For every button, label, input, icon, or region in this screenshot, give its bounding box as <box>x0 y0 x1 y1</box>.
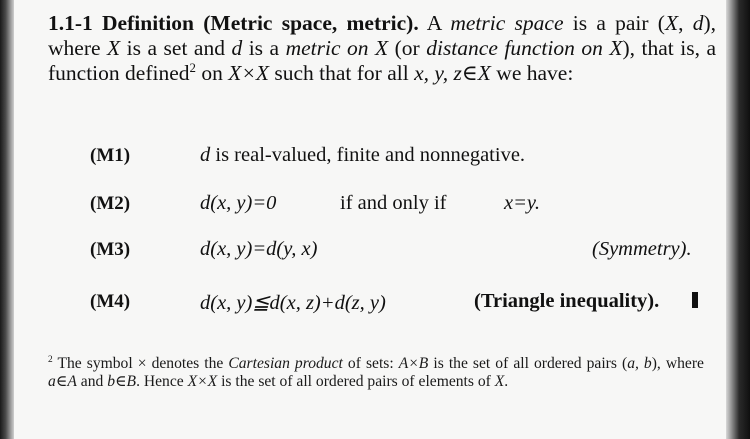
axiom-name-m3: (Symmetry). <box>592 238 692 260</box>
footnote: $^2$ The symbol × denotes the Cartesian product of sets: A×B is the set of all ordered pairs (a, b), where a∈A and b∈B. Hence X×X is the set of all ordered pairs of elements of X. <box>48 354 704 391</box>
term-distance-function: distance function on <box>426 36 603 61</box>
book-page <box>14 0 726 439</box>
axiom-result-m2: x=y. <box>504 192 541 214</box>
axiom-formula-m4: d(x, y)≦d(x, z)+d(z, y) <box>200 292 386 314</box>
axiom-condition-m2: if and only if <box>340 192 447 214</box>
term-cartesian-product: Cartesian product <box>228 355 343 372</box>
footnote-marker: 2 <box>48 354 53 365</box>
axiom-label-m1: (M1) <box>90 145 131 166</box>
axiom-formula-m2: d(x, y)=0 <box>200 192 277 214</box>
axiom-label-m3: (M3) <box>90 239 131 260</box>
term-metric-on: metric on <box>285 36 369 61</box>
footnote-reference: 2 <box>189 61 196 76</box>
axiom-label-m4: (M4) <box>90 291 131 312</box>
definition-paragraph: 1.1-1 Definition (Metric space, metric). A metric space is a pair (X, d), where X is a set and d is a metric on X (or distance function on X), that is, a function defined$^2$ on X×X such that for all x, y, z∈X we have: <box>48 11 716 86</box>
book-gutter-shadow <box>0 0 14 439</box>
book-edge-shadow <box>726 0 750 439</box>
definition-heading: 1.1-1 Definition (Metric space, metric). <box>48 11 419 35</box>
axiom-formula-m3: d(x, y)=d(y, x) <box>200 238 318 260</box>
axiom-name-m4: (Triangle inequality). <box>474 290 660 312</box>
axiom-label-m2: (M2) <box>90 193 131 214</box>
qed-mark <box>692 292 698 308</box>
term-metric-space: metric space <box>450 11 564 35</box>
axiom-body-m1: d is real-valued, finite and nonnegative. <box>200 144 526 166</box>
